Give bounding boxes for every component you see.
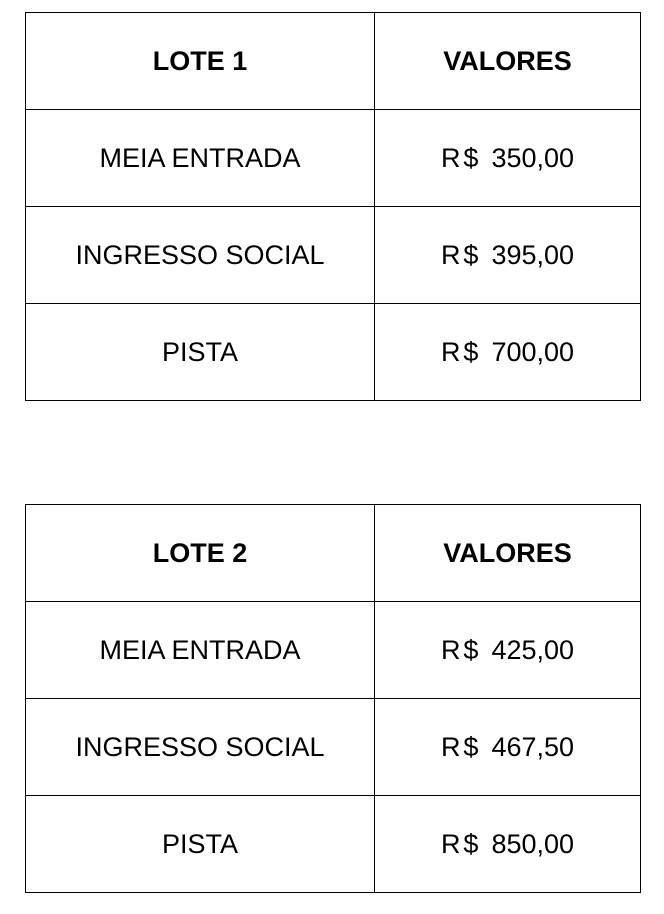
- ticket-price: [375, 304, 641, 401]
- ticket-price: [375, 110, 641, 207]
- values-heading: VALORES: [375, 13, 641, 110]
- table-row: [26, 699, 641, 796]
- table-row: [26, 110, 641, 207]
- ticket-category: MEIA ENTRADA: [26, 110, 375, 207]
- price-table-lote-1: [25, 12, 641, 401]
- ticket-category: MEIA ENTRADA: [26, 602, 375, 699]
- table-row: [26, 304, 641, 401]
- currency-symbol: R$: [440, 142, 482, 173]
- price-amount: 700,00: [491, 336, 575, 367]
- values-heading: VALORES: [375, 505, 641, 602]
- price-amount: 425,00: [491, 634, 575, 665]
- ticket-category: PISTA: [26, 796, 375, 893]
- ticket-price: [375, 207, 641, 304]
- ticket-price: [375, 699, 641, 796]
- ticket-price: [375, 796, 641, 893]
- table-header-row: [26, 13, 641, 110]
- price-amount: 350,00: [491, 142, 575, 173]
- price-amount: 395,00: [491, 239, 575, 270]
- table-header-row: [26, 505, 641, 602]
- currency-symbol: R$: [440, 828, 482, 859]
- ticket-category: INGRESSO SOCIAL: [26, 699, 375, 796]
- table-row: [26, 796, 641, 893]
- price-amount: 850,00: [491, 828, 575, 859]
- lot-heading: LOTE 1: [26, 13, 375, 110]
- table-row: [26, 602, 641, 699]
- currency-symbol: R$: [440, 239, 482, 270]
- lot-heading: LOTE 2: [26, 505, 375, 602]
- price-amount: 467,50: [491, 731, 575, 762]
- ticket-category: INGRESSO SOCIAL: [26, 207, 375, 304]
- price-table-lote-2: [25, 504, 641, 893]
- ticket-category: PISTA: [26, 304, 375, 401]
- ticket-price: [375, 602, 641, 699]
- table-row: [26, 207, 641, 304]
- currency-symbol: R$: [440, 731, 482, 762]
- currency-symbol: R$: [440, 336, 482, 367]
- currency-symbol: R$: [440, 634, 482, 665]
